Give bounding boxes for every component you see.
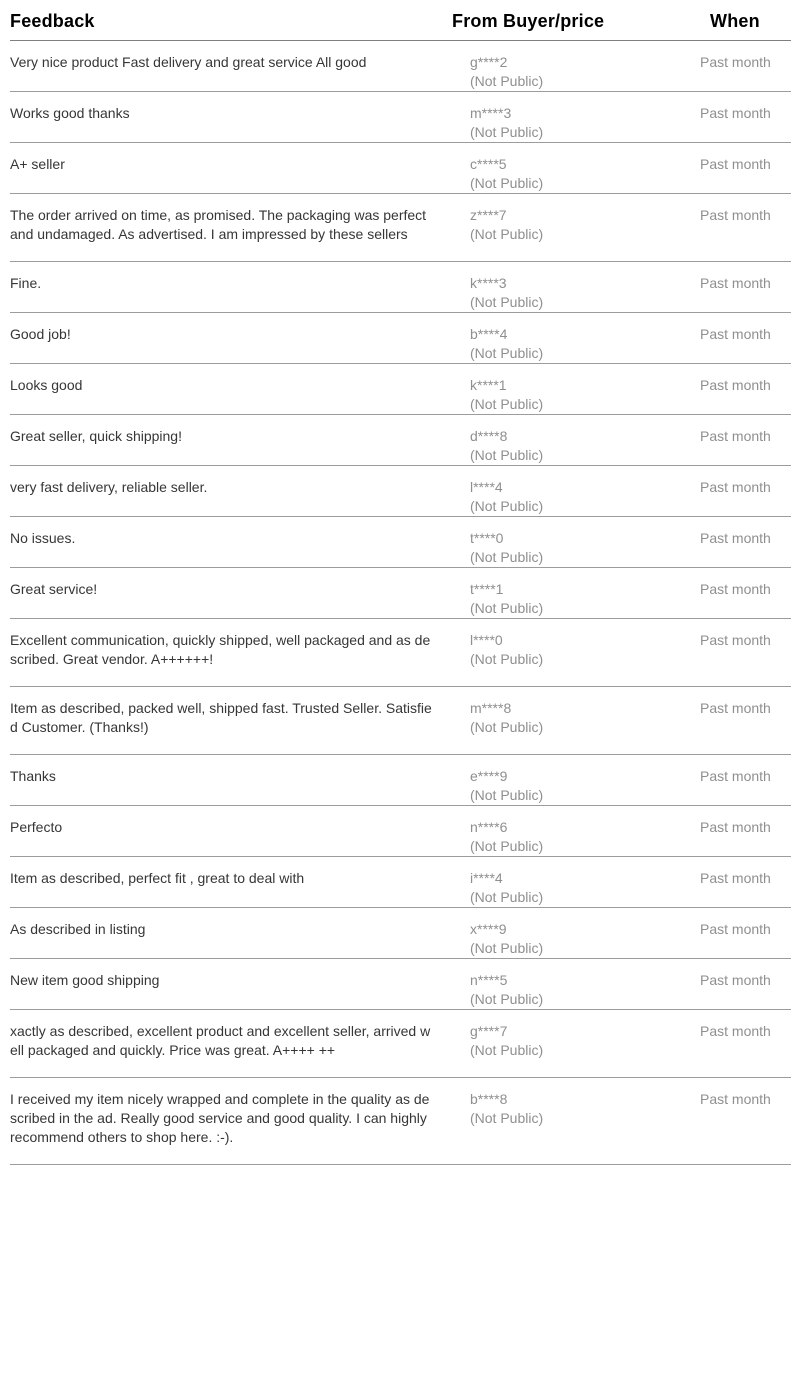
feedback-row bbox=[10, 364, 791, 415]
buyer-privacy-label: (Not Public) bbox=[470, 396, 544, 412]
buyer-cell bbox=[452, 194, 690, 261]
feedback-comment-text: very fast delivery, reliable seller. bbox=[10, 479, 208, 495]
feedback-row bbox=[10, 1078, 791, 1165]
table-header-row bbox=[10, 0, 791, 41]
feedback-comment-text: Very nice product Fast delivery and great service All good bbox=[10, 54, 367, 70]
feedback-when-text: Past month bbox=[700, 632, 771, 648]
feedback-comment-text: Good job! bbox=[10, 326, 71, 342]
buyer-privacy-label: (Not Public) bbox=[470, 1042, 544, 1058]
buyer-masked-id: d****8 bbox=[470, 428, 508, 444]
table-body bbox=[10, 41, 791, 1165]
buyer-cell bbox=[452, 262, 690, 312]
buyer-cell bbox=[452, 517, 690, 567]
feedback-when-text: Past month bbox=[700, 377, 771, 393]
buyer-cell bbox=[452, 687, 690, 754]
feedback-when-text: Past month bbox=[700, 530, 771, 546]
feedback-when-text: Past month bbox=[700, 768, 771, 784]
feedback-comment-text: Looks good bbox=[10, 377, 83, 393]
feedback-row bbox=[10, 415, 791, 466]
buyer-privacy-label: (Not Public) bbox=[470, 719, 544, 735]
feedback-comment-text: Item as described, packed well, shipped fast. Trusted Seller. Satisfied Customer. (Thanks!) bbox=[10, 700, 432, 735]
buyer-cell bbox=[452, 415, 690, 465]
feedback-comment-text: The order arrived on time, as promised. The packaging was perfect and undamaged. As advertised. I am impressed by these sellers bbox=[10, 207, 430, 242]
feedback-comment-text: No issues. bbox=[10, 530, 76, 546]
buyer-privacy-label: (Not Public) bbox=[470, 940, 544, 956]
feedback-comment-text: Fine. bbox=[10, 275, 42, 291]
feedback-comment-text: Excellent communication, quickly shipped, well packaged and as described. Great vendor. A++++++! bbox=[10, 632, 431, 667]
feedback-row bbox=[10, 687, 791, 755]
feedback-row bbox=[10, 755, 791, 806]
buyer-cell bbox=[452, 619, 690, 686]
feedback-comment-text: A+ seller bbox=[10, 156, 65, 172]
buyer-masked-id: t****0 bbox=[470, 530, 504, 546]
buyer-cell bbox=[452, 466, 690, 516]
feedback-comment-text: Works good thanks bbox=[10, 105, 130, 121]
buyer-masked-id: g****7 bbox=[470, 1023, 508, 1039]
buyer-cell bbox=[452, 908, 690, 958]
feedback-table bbox=[10, 0, 791, 1165]
buyer-cell bbox=[452, 143, 690, 193]
feedback-row bbox=[10, 806, 791, 857]
buyer-masked-id: l****0 bbox=[470, 632, 503, 648]
buyer-privacy-label: (Not Public) bbox=[470, 226, 544, 242]
buyer-cell bbox=[452, 41, 690, 91]
buyer-privacy-label: (Not Public) bbox=[470, 175, 544, 191]
feedback-row bbox=[10, 959, 791, 1010]
feedback-comment-text: Item as described, perfect fit , great to deal with bbox=[10, 870, 305, 886]
feedback-comment-text: Thanks bbox=[10, 768, 56, 784]
feedback-when-text: Past month bbox=[700, 326, 771, 342]
feedback-row bbox=[10, 857, 791, 908]
feedback-comment-text: Great service! bbox=[10, 581, 98, 597]
buyer-cell bbox=[452, 313, 690, 363]
buyer-privacy-label: (Not Public) bbox=[470, 600, 544, 616]
feedback-when-text: Past month bbox=[700, 207, 771, 223]
feedback-when-text: Past month bbox=[700, 581, 771, 597]
buyer-masked-id: x****9 bbox=[470, 921, 507, 937]
feedback-comment-text: I received my item nicely wrapped and complete in the quality as described in the ad. Really good service and good quality. I can highly recommend others to shop here. :-). bbox=[10, 1091, 431, 1145]
buyer-masked-id: c****5 bbox=[470, 156, 507, 172]
column-header-feedback: Feedback bbox=[10, 11, 95, 31]
buyer-masked-id: t****1 bbox=[470, 581, 504, 597]
buyer-privacy-label: (Not Public) bbox=[470, 447, 544, 463]
buyer-cell bbox=[452, 1010, 690, 1077]
buyer-privacy-label: (Not Public) bbox=[470, 787, 544, 803]
buyer-privacy-label: (Not Public) bbox=[470, 838, 544, 854]
feedback-comment-text: As described in listing bbox=[10, 921, 146, 937]
buyer-privacy-label: (Not Public) bbox=[470, 549, 544, 565]
buyer-masked-id: z****7 bbox=[470, 207, 507, 223]
feedback-row bbox=[10, 568, 791, 619]
buyer-cell bbox=[452, 92, 690, 142]
feedback-when-text: Past month bbox=[700, 700, 771, 716]
buyer-privacy-label: (Not Public) bbox=[470, 124, 544, 140]
feedback-row bbox=[10, 517, 791, 568]
buyer-privacy-label: (Not Public) bbox=[470, 991, 544, 1007]
buyer-masked-id: k****1 bbox=[470, 377, 507, 393]
column-header-from-buyer-price: From Buyer/price bbox=[452, 11, 605, 31]
feedback-when-text: Past month bbox=[700, 1023, 771, 1039]
buyer-privacy-label: (Not Public) bbox=[470, 1110, 544, 1126]
buyer-privacy-label: (Not Public) bbox=[470, 889, 544, 905]
buyer-masked-id: e****9 bbox=[470, 768, 508, 784]
column-header-when: When bbox=[710, 11, 760, 31]
buyer-masked-id: m****8 bbox=[470, 700, 512, 716]
feedback-when-text: Past month bbox=[700, 275, 771, 291]
buyer-privacy-label: (Not Public) bbox=[470, 294, 544, 310]
buyer-privacy-label: (Not Public) bbox=[470, 498, 544, 514]
feedback-when-text: Past month bbox=[700, 54, 771, 70]
buyer-masked-id: b****4 bbox=[470, 326, 508, 342]
feedback-row bbox=[10, 466, 791, 517]
feedback-row bbox=[10, 313, 791, 364]
feedback-when-text: Past month bbox=[700, 156, 771, 172]
feedback-when-text: Past month bbox=[700, 479, 771, 495]
feedback-comment-text: xactly as described, excellent product and excellent seller, arrived well packaged and quickly. Price was great. A++++ ++ bbox=[10, 1023, 431, 1058]
buyer-cell bbox=[452, 755, 690, 805]
buyer-masked-id: k****3 bbox=[470, 275, 507, 291]
buyer-cell bbox=[452, 1078, 690, 1164]
feedback-row bbox=[10, 619, 791, 687]
buyer-privacy-label: (Not Public) bbox=[470, 73, 544, 89]
buyer-masked-id: n****6 bbox=[470, 819, 508, 835]
buyer-masked-id: m****3 bbox=[470, 105, 512, 121]
buyer-cell bbox=[452, 568, 690, 618]
feedback-row bbox=[10, 262, 791, 313]
feedback-comment-text: Perfecto bbox=[10, 819, 63, 835]
buyer-masked-id: i****4 bbox=[470, 870, 503, 886]
buyer-masked-id: n****5 bbox=[470, 972, 508, 988]
feedback-when-text: Past month bbox=[700, 921, 771, 937]
feedback-row bbox=[10, 41, 791, 92]
buyer-cell bbox=[452, 364, 690, 414]
buyer-masked-id: l****4 bbox=[470, 479, 503, 495]
feedback-row bbox=[10, 1010, 791, 1078]
feedback-comment-text: Great seller, quick shipping! bbox=[10, 428, 182, 444]
feedback-when-text: Past month bbox=[700, 870, 771, 886]
buyer-privacy-label: (Not Public) bbox=[470, 345, 544, 361]
buyer-cell bbox=[452, 857, 690, 907]
feedback-row bbox=[10, 908, 791, 959]
feedback-row bbox=[10, 92, 791, 143]
feedback-row bbox=[10, 194, 791, 262]
feedback-when-text: Past month bbox=[700, 105, 771, 121]
buyer-cell bbox=[452, 959, 690, 1009]
feedback-when-text: Past month bbox=[700, 819, 771, 835]
feedback-when-text: Past month bbox=[700, 428, 771, 444]
buyer-cell bbox=[452, 806, 690, 856]
feedback-when-text: Past month bbox=[700, 1091, 771, 1107]
buyer-masked-id: g****2 bbox=[470, 54, 508, 70]
buyer-privacy-label: (Not Public) bbox=[470, 651, 544, 667]
feedback-comment-text: New item good shipping bbox=[10, 972, 160, 988]
buyer-masked-id: b****8 bbox=[470, 1091, 508, 1107]
feedback-when-text: Past month bbox=[700, 972, 771, 988]
feedback-row bbox=[10, 143, 791, 194]
